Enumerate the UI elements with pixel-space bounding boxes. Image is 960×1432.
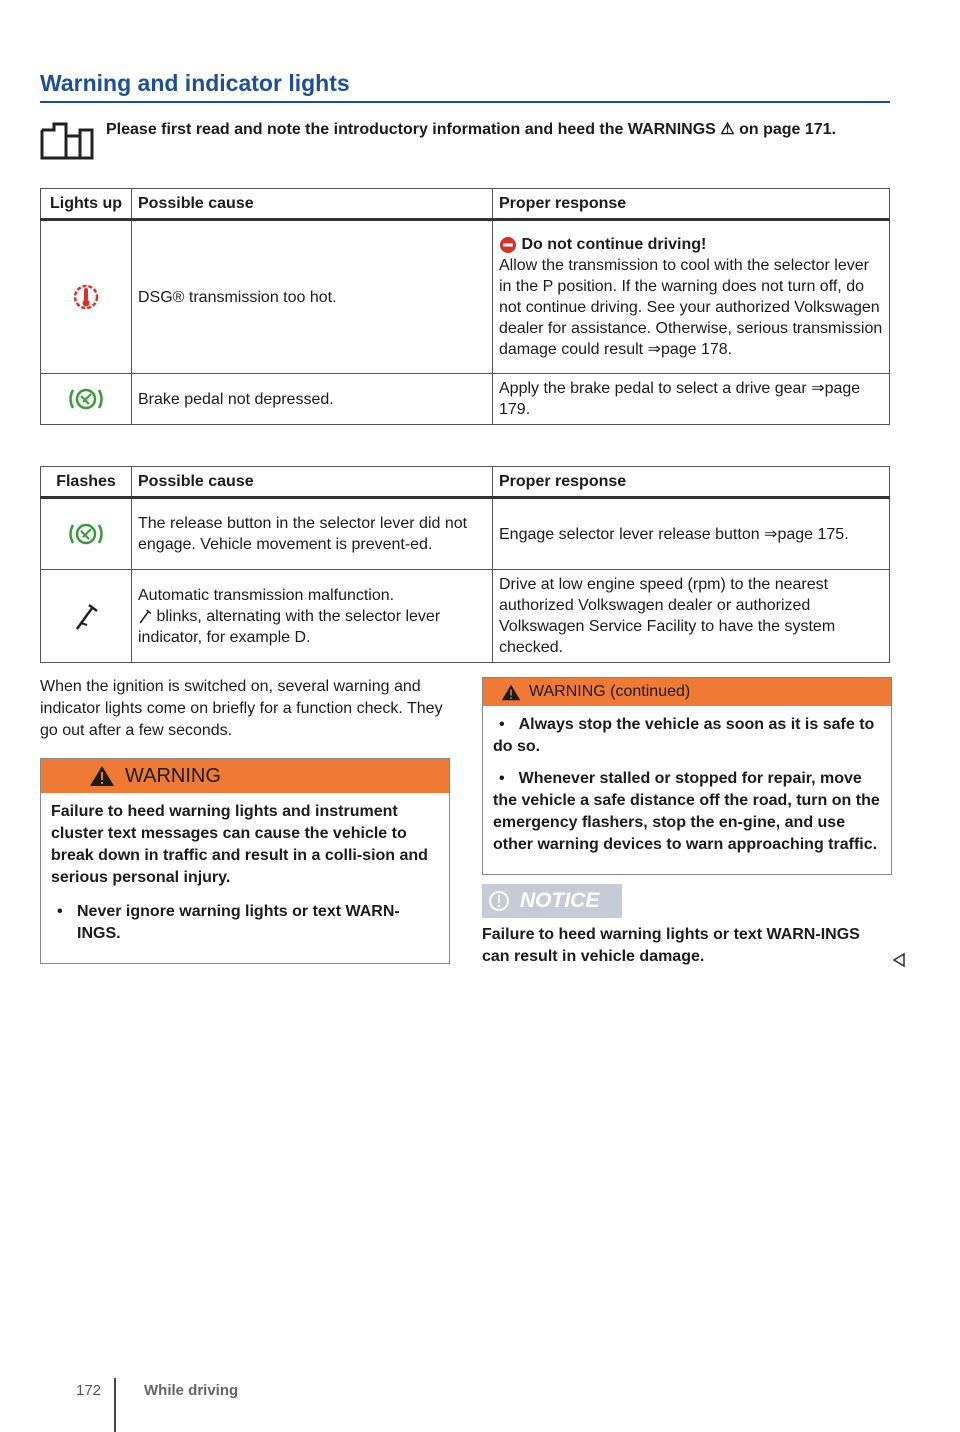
section-end-icon — [892, 952, 906, 968]
warning-box — [40, 758, 450, 964]
stop-icon — [499, 236, 517, 254]
transmission-malfunction-icon — [73, 601, 99, 631]
header-proper-response: Proper response — [493, 467, 890, 498]
list-item: • Never ignore warning lights or text WARN-INGS. — [57, 903, 400, 942]
header-proper-response: Proper response — [493, 189, 890, 220]
warning-triangle-icon — [501, 684, 521, 701]
page-footer — [40, 1378, 340, 1432]
notice-header — [482, 884, 622, 918]
table-row — [41, 498, 890, 570]
table-row — [41, 570, 890, 663]
warning-triangle-icon — [89, 765, 115, 787]
page-number: 172 — [76, 1382, 102, 1399]
header-lights-up: Lights up — [41, 189, 132, 220]
lights-up-table — [40, 188, 890, 425]
list-item: • Whenever stalled or stopped for repair, move the vehicle a safe distance off the road, turn on the emergency flashers, stop the en-gine, and use other warning devices to warn approaching traffic. — [493, 770, 880, 853]
response-cell: Engage selector lever release button ⇒page 175. — [493, 498, 890, 570]
header-possible-cause: Possible cause — [132, 189, 493, 220]
response-cell: Apply the brake pedal to select a drive gear ⇒page 179. — [493, 374, 890, 425]
brake-pedal-icon — [67, 387, 105, 411]
cause-cell: The release button in the selector lever did not engage. Vehicle movement is prevent-ed. — [132, 498, 493, 570]
cause-cell — [132, 570, 493, 663]
footer-divider — [114, 1378, 116, 1432]
table-row — [41, 220, 890, 374]
cause-line-1: Automatic transmission malfunction. — [138, 586, 395, 604]
header-possible-cause: Possible cause — [132, 467, 493, 498]
brake-pedal-icon — [67, 522, 105, 546]
section-name: While driving — [144, 1382, 239, 1399]
table-header-row — [41, 467, 890, 498]
warning-continued-header — [483, 678, 891, 706]
warning-label: WARNING — [125, 764, 221, 787]
cause-cell: Brake pedal not depressed. — [132, 374, 493, 425]
notice-label: NOTICE — [520, 889, 600, 912]
response-text: Allow the transmission to cool with the selector lever in the P position. If the warning does not turn off, do not continue driving. See your authorized Volkswagen dealer for assistance. Otherwise, serious transmission damage could result ⇒page 178. — [499, 257, 883, 358]
warning-continued-label: WARNING (continued) — [529, 683, 691, 700]
response-cell — [493, 220, 890, 374]
intro-text: Please first read and note the introductory information and heed the WARNINGS ⚠ on page 171. — [106, 121, 837, 138]
cause-line-2: blinks, alternating with the selector lever indicator, for example D. — [138, 607, 441, 646]
table-header-row — [41, 189, 890, 220]
flashes-table — [40, 466, 890, 663]
response-title: Do not continue driving! — [521, 236, 707, 253]
response-cell: Drive at low engine speed (rpm) to the nearest authorized Volkswagen dealer or authorized Volkswagen Service Facility to have the system checked. — [493, 570, 890, 663]
warning-header — [41, 759, 449, 793]
warning-text: Failure to heed warning lights and instrument cluster text messages can cause the vehicle to break down in traffic and result in a colli-sion and serious personal injury. — [51, 803, 428, 886]
table-row — [41, 374, 890, 425]
notice-text: Failure to heed warning lights or text WARN-INGS can result in vehicle damage. — [482, 926, 860, 965]
cause-cell: DSG® transmission too hot. — [132, 220, 493, 374]
transmission-temperature-icon — [69, 280, 103, 314]
transmission-malfunction-icon — [138, 608, 152, 624]
function-check-paragraph: When the ignition is switched on, several warning and indicator lights come on briefly for a function check. They go out after a few seconds. — [40, 678, 443, 739]
book-icon — [40, 122, 94, 160]
intro-note — [40, 118, 890, 170]
list-item: • Always stop the vehicle as soon as it is safe to do so. — [493, 716, 875, 755]
page-title: Warning and indicator lights — [40, 70, 890, 103]
header-flashes: Flashes — [41, 467, 132, 498]
notice-icon — [488, 890, 510, 912]
warning-continued-box — [482, 677, 892, 875]
